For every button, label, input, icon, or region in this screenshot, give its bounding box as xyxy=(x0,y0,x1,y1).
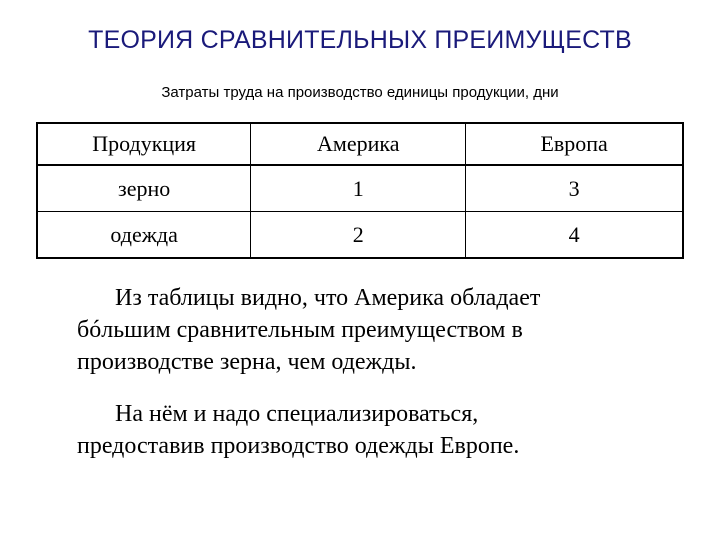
cell-europe: 4 xyxy=(466,212,683,259)
header-product: Продукция xyxy=(37,123,251,165)
cell-europe: 3 xyxy=(466,165,683,212)
header-europe: Европа xyxy=(466,123,683,165)
paragraph-line: Из таблицы видно, что Америка обладает xyxy=(115,285,541,311)
cell-product: одежда xyxy=(37,212,251,259)
table-row xyxy=(37,165,683,212)
header-america: Америка xyxy=(251,123,466,165)
cell-america: 2 xyxy=(251,212,466,259)
table-header-row xyxy=(37,123,683,165)
cell-america: 1 xyxy=(251,165,466,212)
paragraph-line: производстве зерна, чем одежды. xyxy=(77,349,417,375)
paragraph-line: На нём и надо специализироваться, xyxy=(115,401,479,427)
table-row xyxy=(37,212,683,259)
paragraph-line: предоставив производство одежды Европе. xyxy=(77,433,520,459)
conclusion-paragraph xyxy=(77,282,667,378)
paragraph-line: бóльшим сравнительным преимуществом в xyxy=(77,317,523,343)
labor-cost-table xyxy=(36,122,684,259)
recommendation-paragraph xyxy=(77,398,667,462)
cell-product: зерно xyxy=(37,165,251,212)
table-caption: Затраты труда на производство единицы продукции, дни xyxy=(161,84,559,101)
slide-title: ТЕОРИЯ СРАВНИТЕЛЬНЫХ ПРЕИМУЩЕСТВ xyxy=(88,26,632,54)
